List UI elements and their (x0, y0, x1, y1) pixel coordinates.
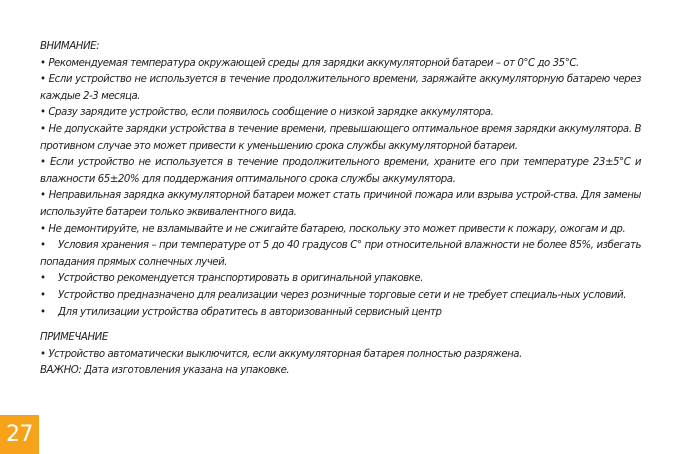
note-item (40, 347, 641, 364)
bullet: • (40, 107, 46, 119)
warning-item (40, 271, 641, 288)
bullet: • (40, 223, 46, 235)
warning-item-text: Сразу зарядите устройство, если появилось сообщение о низкой зарядке аккумулятора. (48, 107, 494, 119)
bullet: • (40, 190, 46, 202)
bullet: • (40, 306, 46, 318)
note-heading: ПРИМЕЧАНИЕ (40, 332, 108, 344)
warning-item (40, 105, 641, 122)
warning-item (40, 188, 641, 221)
warning-item (40, 238, 641, 271)
bullet: • (40, 240, 46, 252)
important-note: ВАЖНО: Дата изготовления указана на упаковке. (40, 365, 290, 377)
note-item-text: Устройство автоматически выключится, если аккумуляторная батарея полностью разряжена. (48, 348, 522, 360)
bullet: • (40, 123, 46, 135)
bullet: • (40, 74, 46, 86)
bullet: • (40, 57, 46, 69)
warning-item-text: Условия хранения – при температуре от 5 до 40 градусов С° при относительной влажности не более 85%, избегать попадания прямых солнечных лучей. (40, 240, 641, 268)
bullet: • (40, 289, 46, 301)
warning-item-text: Устройство рекомендуется транспортировать в оригинальной упаковке. (58, 273, 423, 285)
warning-item-text: Не допускайте зарядки устройства в течение времени, превышающего оптимальное время зарядки аккумулятора. В противном случае это может привести к уменьшению срока службы аккумуляторной батареи. (40, 123, 641, 152)
warning-item (40, 222, 641, 239)
warning-heading: ВНИМАНИЕ: (40, 41, 100, 52)
page-number: 27 (0, 415, 39, 454)
warning-item (40, 305, 641, 322)
warning-item-text: Рекомендуемая температура окружающей среды для зарядки аккумуляторной батареи – от 0°С до 35°С. (48, 57, 579, 69)
manual-page-content (40, 39, 641, 380)
warning-item-text: Для утилизации устройства обратитесь в авторизованный сервисный центр (58, 306, 442, 318)
warning-item (40, 155, 641, 188)
bullet: • (40, 157, 46, 169)
warning-item (40, 72, 641, 105)
warning-item (40, 56, 641, 73)
warning-item-text: Не демонтируйте, не взламывайте и не сжигайте батарею, поскольку это может привести к пожару, ожогам и др. (48, 223, 626, 235)
section-spacer (40, 321, 641, 330)
warning-item-text: Неправильная зарядка аккумуляторной батареи может стать причиной пожара или взрыва устрой-ства. Для замены используйте батареи только эквивалентного вида. (40, 190, 641, 218)
warning-item-text: Устройство предназначено для реализации через розничные торговые сети и не требует специаль-ных условий. (58, 289, 626, 301)
warning-item (40, 122, 641, 155)
warning-item-text: Если устройство не используется в течение продолжительного времени, заряжайте аккумуляторную батарею через каждые 2-3 месяца. (40, 74, 641, 102)
bullet: • (40, 273, 46, 285)
bullet: • (40, 348, 46, 360)
warning-item-text: Если устройство не используется в течение продолжительного времени, храните его при температуре 23±5°С и влажности 65±20% для поддержания оптимального срока службы аккумулятора. (40, 157, 641, 185)
warning-item (40, 288, 641, 305)
